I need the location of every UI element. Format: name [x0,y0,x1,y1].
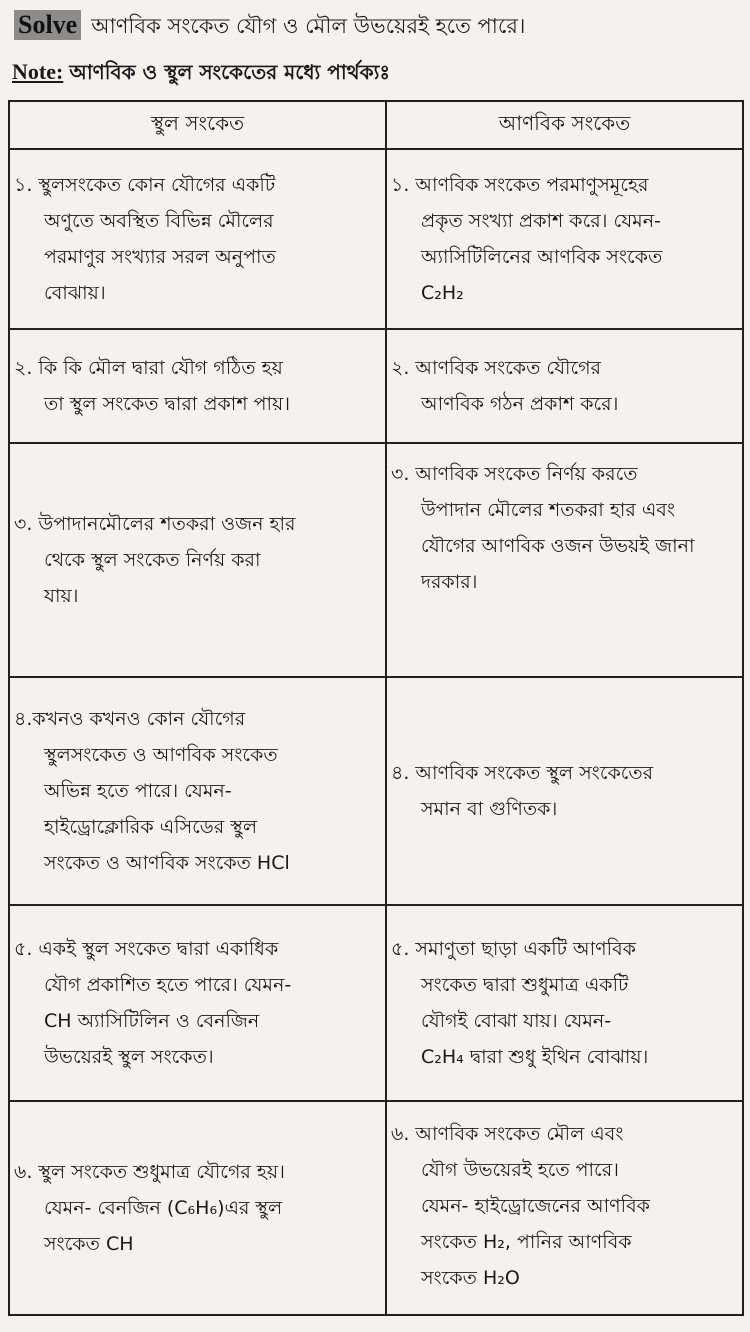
cell-line: অ্যাসিটিলিনের আণবিক সংকেত [421,246,663,268]
table-row [9,905,743,1101]
molecular-cell [386,443,743,677]
molecular-cell [386,677,743,905]
cell-line: তা স্থুল সংকেত দ্বারা প্রকাশ পায়। [44,393,290,415]
table-row [9,329,743,443]
cell-line: ৫. একই স্থুল সংকেত দ্বারা একাধিক [14,938,279,960]
cell-line: ১. আণবিক সংকেত পরমাণুসমূহের [391,174,649,196]
cell-line: সমান বা গুণিতক। [421,798,558,820]
cell-line: ১. স্থুলসংকেত কোন যৌগের একটি [14,174,276,196]
cell-line: যৌগের আণবিক ওজন উভয়ই জানা [421,535,695,557]
solve-line [14,10,525,45]
cell-line: ২. কি কি মৌল দ্বারা যৌগ গঠিত হয় [14,357,283,379]
cell-line: যায়। [44,585,79,607]
empirical-cell [9,1101,386,1315]
note-line [12,58,390,91]
cell-line: সংকেত CH [44,1233,134,1255]
cell-line: ৩. উপাদানমৌলের শতকরা ওজন হার [14,513,296,535]
cell-line: উপাদান মৌলের শতকরা হার এবং [421,499,676,521]
table-row [9,1101,743,1315]
table-header-row [9,101,743,149]
molecular-cell [386,1101,743,1315]
cell-line: ২. আণবিক সংকেত যৌগের [391,357,602,379]
cell-line: সংকেত H₂, পানির আণবিক [421,1231,632,1253]
cell-line: স্থুলসংকেত ও আণবিক সংকেত [44,744,278,766]
cell-line: যেমন- বেনজিন (C₆H₆)এর স্থুল [44,1197,283,1219]
table-row [9,149,743,329]
cell-line: C₂H₂ [421,282,464,304]
table-row [9,443,743,677]
cell-line: ৬. স্থুল সংকেত শুধুমাত্র যৌগের হয়। [14,1161,285,1183]
empirical-cell [9,443,386,677]
cell-line: উভয়েরই স্থুল সংকেত। [44,1046,214,1068]
cell-line: ৪.কখনও কখনও কোন যৌগের [14,708,246,730]
note-text: আণবিক ও স্থুল সংকেতের মধ্যে পার্থক্যঃ [69,60,391,84]
cell-line: যৌগ উভয়েরই হতে পারে। [421,1159,619,1181]
cell-line: সংকেত দ্বারা শুধুমাত্র একটি [421,974,629,996]
cell-line: থেকে স্থুল সংকেত নির্ণয় করা [44,549,261,571]
header-empirical-formula: স্থুল সংকেত [9,101,386,149]
cell-line: ৫. সমাণুতা ছাড়া একটি আণবিক [391,938,636,960]
cell-line: যেমন- হাইড্রোজেনের আণবিক [421,1195,650,1217]
cell-line: অণুতে অবস্থিত বিভিন্ন মৌলের [44,210,274,232]
molecular-cell [386,149,743,329]
cell-line: দরকার। [421,571,478,593]
comparison-table [8,100,744,1316]
table-row [9,677,743,905]
molecular-cell [386,329,743,443]
empirical-cell [9,149,386,329]
empirical-cell [9,329,386,443]
cell-line: CH অ্যাসিটিলিন ও বেনজিন [44,1010,260,1032]
cell-line: হাইড্রোক্লোরিক এসিডের স্থুল [44,816,257,838]
cell-line: ৪. আণবিক সংকেত স্থুল সংকেতের [391,762,654,784]
molecular-cell [386,905,743,1101]
cell-line: C₂H₄ দ্বারা শুধু ইথিন বোঝায়। [421,1046,649,1068]
cell-line: ৩. আণবিক সংকেত নির্ণয় করতে [391,463,638,485]
header-molecular-formula: আণবিক সংকেত [386,101,743,149]
cell-line: পরমাণুর সংখ্যার সরল অনুপাত [44,246,276,268]
cell-line: যৌগই বোঝা যায়। যেমন- [421,1010,612,1032]
cell-line: সংকেত H₂O [421,1267,520,1289]
solve-text: আণবিক সংকেত যৌগ ও মৌল উভয়েরই হতে পারে। [91,14,526,38]
cell-line: অভিন্ন হতে পারে। যেমন- [44,780,232,802]
note-label: Note: [12,59,64,84]
empirical-cell [9,905,386,1101]
cell-line: আণবিক গঠন প্রকাশ করে। [421,393,619,415]
cell-line: সংকেত ও আণবিক সংকেত HCl [44,852,290,874]
empirical-cell [9,677,386,905]
cell-line: যৌগ প্রকাশিত হতে পারে। যেমন- [44,974,292,996]
solve-label: Solve [14,10,81,40]
header [0,0,750,88]
cell-line: ৬. আণবিক সংকেত মৌল এবং [391,1123,624,1145]
cell-line: প্রকৃত সংখ্যা প্রকাশ করে। যেমন- [421,210,661,232]
cell-line: বোঝায়। [44,282,106,304]
